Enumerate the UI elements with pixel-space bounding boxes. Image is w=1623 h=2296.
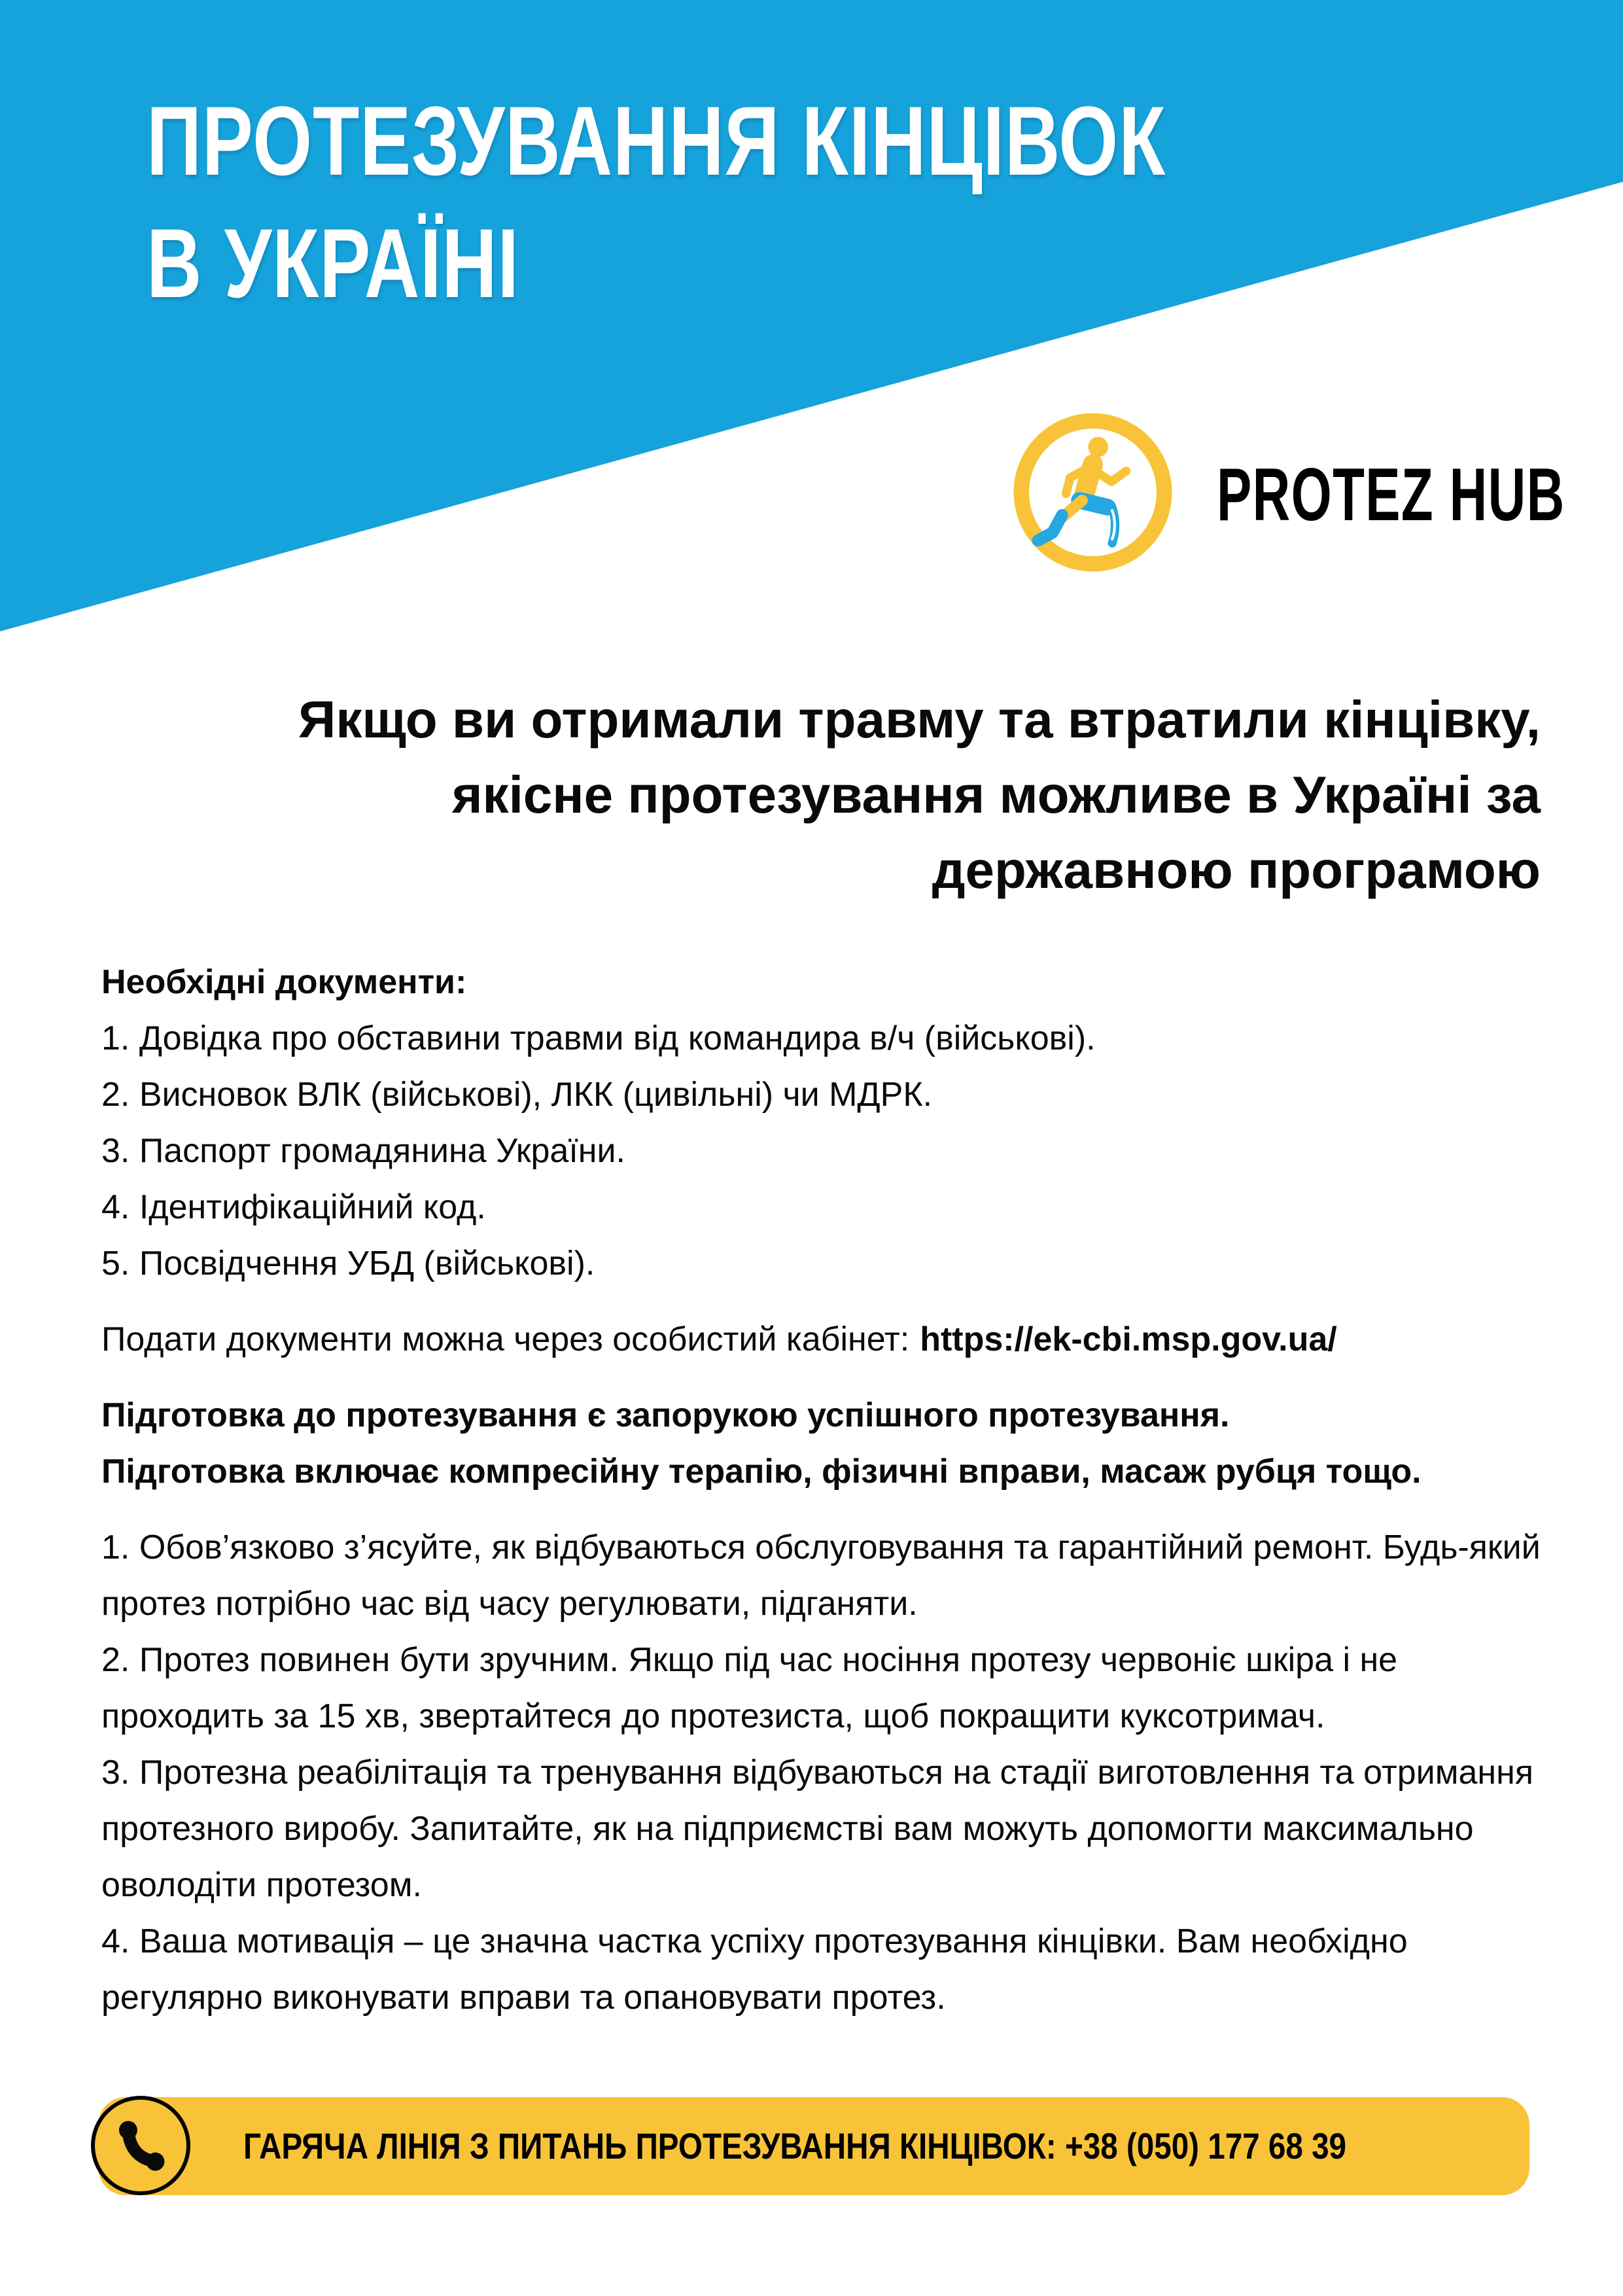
- headline: [298, 682, 1541, 908]
- advice-paragraph: 1. Обов’язково з’ясуйте, як відбуваються обслуговування та гарантійний ремонт. Будь-який протез потрібно час від часу регулювати, підганяти.: [101, 1528, 1541, 1623]
- brand-logo: [1013, 412, 1565, 576]
- hotline-label: ГАРЯЧА ЛІНІЯ З ПИТАНЬ ПРОТЕЗУВАННЯ КІНЦІВОК:: [243, 2125, 1056, 2166]
- body-copy: [101, 954, 1547, 2026]
- advice-paragraph: 2. Протез повинен бути зручним. Якщо під час носіння протезу червоніє шкіра і не проходить за 15 хв, звертайтеся до протезиста, щоб покращити куксотримач.: [101, 1641, 1398, 1735]
- document-item: 5. Посвідчення УБД (військові).: [101, 1245, 595, 1282]
- advice-paragraph: 3. Протезна реабілітація та тренування відбуваються на стадії виготовлення та отримання протезного виробу. Запитайте, як на підприємстві вам можуть допомогти максимально оволодіти протезом.: [101, 1754, 1533, 1904]
- phone-icon: [104, 2109, 177, 2182]
- hotline-phone-badge: [91, 2096, 190, 2195]
- preparation-line-2: Підготовка включає компресійну терапію, фізичні вправи, масаж рубця тощо.: [101, 1453, 1422, 1491]
- document-item: 2. Висновок ВЛК (військові), ЛКК (цивільні) чи МДРК.: [101, 1076, 933, 1114]
- documents-heading: Необхідні документи:: [101, 963, 467, 1001]
- advice-section: [101, 1519, 1547, 2026]
- headline-line-1: Якщо ви отримали травму та втратили кінцівку,: [298, 690, 1541, 749]
- page-title: [147, 80, 1454, 325]
- hotline-text: [243, 2097, 1541, 2195]
- advice-paragraph: 4. Ваша мотивація – це значна частка успіху протезування кінцівки. Вам необхідно регулярно виконувати вправи та опановувати протез.: [101, 1922, 1408, 2017]
- brand-name: PROTEZ HUB: [1217, 453, 1565, 537]
- document-item: 1. Довідка про обставини травми від командира в/ч (військові).: [101, 1019, 1096, 1057]
- preparation-note: [101, 1387, 1547, 1500]
- preparation-line-1: Підготовка до протезування є запорукою успішного протезування.: [101, 1396, 1230, 1434]
- title-line-1: ПРОТЕЗУВАННЯ КІНЦІВОК: [147, 86, 1166, 196]
- document-item: 4. Ідентифікаційний код.: [101, 1188, 486, 1226]
- submission-text: Подати документи можна через особистий кабінет:: [101, 1320, 910, 1358]
- headline-line-3: державною програмою: [932, 841, 1541, 899]
- headline-line-2: якісне протезування можливе в Україні за: [451, 766, 1541, 824]
- runner-prosthetic-icon: [1013, 412, 1173, 573]
- submission-line: [101, 1311, 1547, 1368]
- documents-list: [101, 1010, 1547, 1292]
- hotline-bar: [98, 2097, 1529, 2195]
- cabinet-url-link[interactable]: https://ek-cbi.msp.gov.ua/: [920, 1320, 1337, 1358]
- document-item: 3. Паспорт громадянина України.: [101, 1132, 625, 1170]
- title-line-2: В УКРАЇНІ: [147, 208, 519, 318]
- hotline-phone[interactable]: +38 (050) 177 68 39: [1064, 2125, 1347, 2166]
